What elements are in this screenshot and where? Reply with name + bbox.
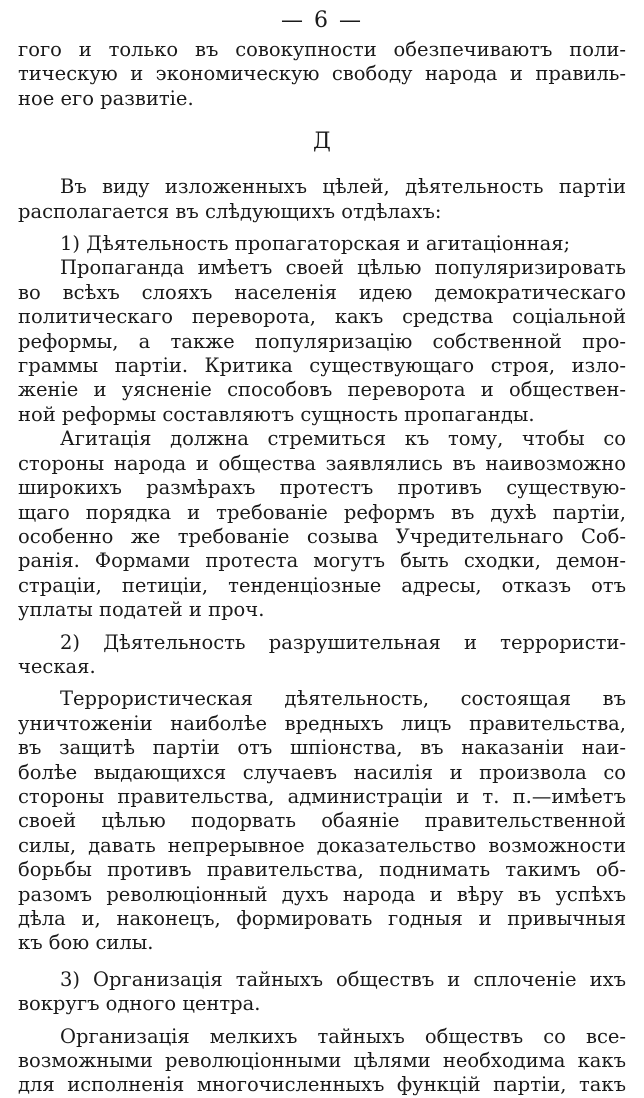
text-line: широкихъ размѣрахъ протестъ противъ существую- (18, 476, 626, 500)
text-line: располагается въ слѣдующихъ отдѣлахъ: (18, 199, 442, 223)
heading-secret-societies (18, 968, 626, 1017)
text-line: уничтоженіи наиболѣе вредныхъ лицъ правительства, (18, 711, 626, 735)
text-line: особенно же требованіе созыва Учредительнаго Соб- (18, 524, 626, 548)
text-line: Пропаганда имѣетъ своей цѣлью популяризировать (60, 256, 626, 280)
paragraph-secret-societies (18, 1025, 626, 1098)
text-line: во всѣхъ слояхъ населенія идею демократическаго (18, 280, 626, 304)
paragraph-propaganda (18, 256, 626, 427)
text-line: щаго порядка и требованіе реформъ въ духѣ партіи, (18, 500, 626, 524)
text-line: 1) Дѣятельность пропагаторская и агитаціонная; (60, 232, 571, 256)
text-line: для исполненія многочисленныхъ функцій партіи, такъ (18, 1073, 626, 1097)
text-line: ческая. (18, 654, 96, 678)
paragraph-terrorist (18, 687, 626, 955)
text-line: ранія. Формами протеста могутъ быть сходки, демон- (18, 549, 626, 573)
text-line: Организація мелкихъ тайныхъ обществъ со все- (60, 1024, 626, 1048)
text-line: женіе и уясненіе способовъ переворота и обществен- (18, 378, 626, 402)
text-line: тическую и экономическую свободу народа и правиль- (18, 62, 626, 86)
page-number: — 6 — (281, 8, 363, 33)
text-line: возможными революціонными цѣлями необходима какъ (18, 1049, 626, 1073)
text-line: вокругъ одного центра. (18, 992, 261, 1016)
text-line: въ защитѣ партіи отъ шпіонства, въ наказаніи наи- (18, 736, 626, 760)
text-line: стороны народа и общества заявлялись въ наивозможно (18, 451, 626, 475)
text-line: 3) Организація тайныхъ обществъ и сплоченіе ихъ (60, 967, 626, 991)
text-line: ной реформы составляютъ сущность пропаганды. (18, 402, 535, 426)
text-line: политическаго переворота, какъ средства соціальной (18, 305, 626, 329)
text-line: своей цѣлью подорвать обаяніе правительственной (18, 809, 626, 833)
text-line: къ бою силы. (18, 931, 154, 955)
text-line: силы, давать непрерывное доказательство возможности (18, 833, 626, 857)
section-letter: Д (313, 129, 331, 155)
text-line: дѣла и, наконецъ, формировать годныя и привычныя (18, 907, 626, 930)
text-line: гого и только въ совокупности обезпечиваютъ поли- (18, 38, 626, 61)
text-line: Въ виду изложенныхъ цѣлей, дѣятельность партіи (60, 175, 626, 199)
text-line: болѣе выдающихся случаевъ насилія и произвола со (18, 760, 626, 784)
text-line: страціи, петиціи, тенденціозные адресы, отказъ отъ (18, 573, 626, 597)
text-line: граммы партіи. Критика существующаго строя, изло- (18, 354, 626, 378)
text-line: Агитація должна стремиться къ тому, чтобы со (60, 427, 626, 451)
heading-propaganda (18, 232, 626, 256)
text-line: ное его развитіе. (18, 86, 194, 110)
text-line: разомъ революціонный духъ народа и вѣру въ успѣхъ (18, 882, 626, 906)
text-line: реформы, а также популяризацію собственной про- (18, 329, 626, 353)
text-line: борьбы противъ правительства, поднимать такимъ об- (18, 858, 626, 882)
text-line: Террористическая дѣятельность, состоящая въ (60, 687, 626, 711)
paragraph-agitation (18, 427, 626, 622)
text-line: стороны правительства, администраціи и т. п.—имѣетъ (18, 784, 626, 808)
text-line: уплаты податей и проч. (18, 598, 265, 622)
text-line: 2) Дѣятельность разрушительная и террористи- (60, 630, 626, 654)
paragraph-activity-intro (18, 175, 626, 224)
heading-terrorist (18, 631, 626, 680)
intro-paragraph (18, 38, 626, 111)
